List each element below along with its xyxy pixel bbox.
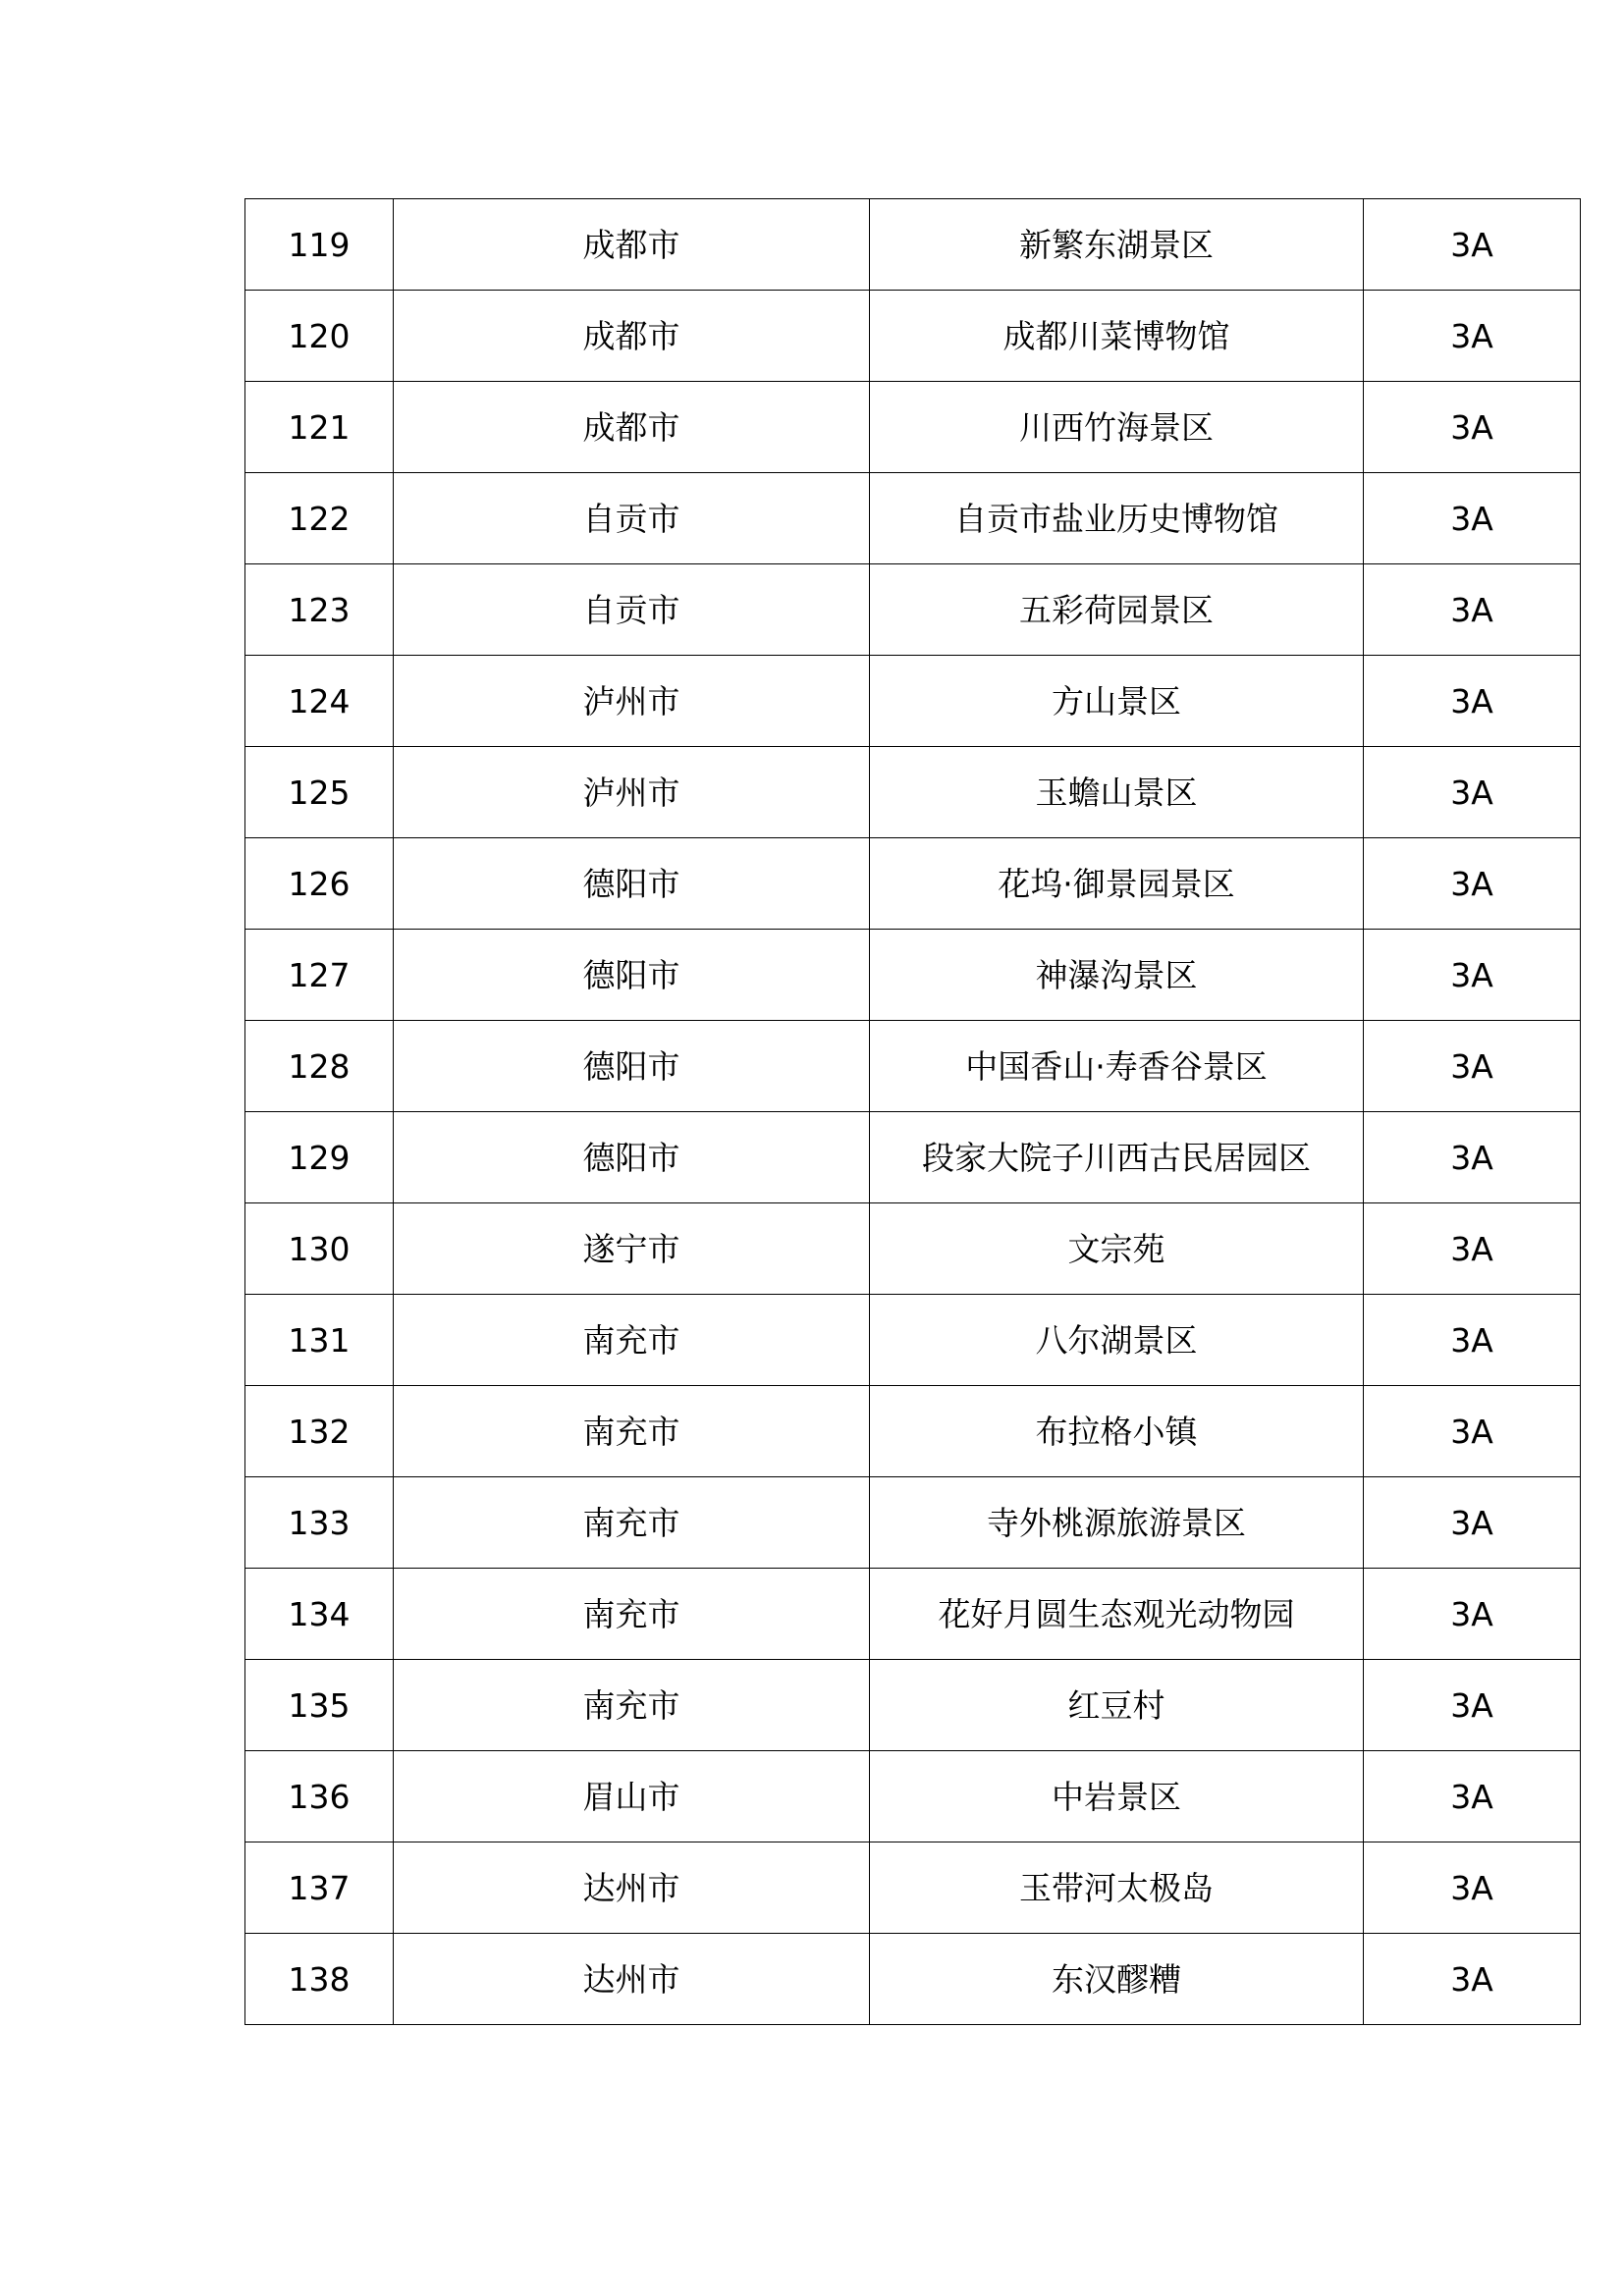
table-row — [245, 656, 1581, 747]
rating-grade-cell: 3A — [1364, 1660, 1581, 1751]
scenic-spot-name-cell: 八尔湖景区 — [870, 1295, 1364, 1386]
row-number-cell: 124 — [245, 656, 394, 747]
table-row — [245, 1021, 1581, 1112]
table-row — [245, 1477, 1581, 1569]
row-number-cell: 134 — [245, 1569, 394, 1660]
city-cell: 自贡市 — [394, 473, 870, 564]
scenic-spot-name-cell: 东汉醪糟 — [870, 1934, 1364, 2025]
scenic-spot-name-cell: 布拉格小镇 — [870, 1386, 1364, 1477]
rating-grade-cell: 3A — [1364, 1934, 1581, 2025]
table-row — [245, 1112, 1581, 1203]
table-body — [245, 199, 1581, 2025]
scenic-spot-name-cell: 玉带河太极岛 — [870, 1842, 1364, 1934]
rating-grade-cell: 3A — [1364, 930, 1581, 1021]
rating-grade-cell: 3A — [1364, 1021, 1581, 1112]
city-cell: 成都市 — [394, 382, 870, 473]
table-row — [245, 473, 1581, 564]
city-cell: 德阳市 — [394, 1021, 870, 1112]
rating-grade-cell: 3A — [1364, 1569, 1581, 1660]
table-row — [245, 291, 1581, 382]
table-row — [245, 1569, 1581, 1660]
city-cell: 南充市 — [394, 1386, 870, 1477]
row-number-cell: 135 — [245, 1660, 394, 1751]
city-cell: 德阳市 — [394, 1112, 870, 1203]
city-cell: 达州市 — [394, 1842, 870, 1934]
rating-grade-cell: 3A — [1364, 1112, 1581, 1203]
table-row — [245, 930, 1581, 1021]
table-row — [245, 1203, 1581, 1295]
row-number-cell: 119 — [245, 199, 394, 291]
city-cell: 眉山市 — [394, 1751, 870, 1842]
rating-grade-cell: 3A — [1364, 1842, 1581, 1934]
row-number-cell: 128 — [245, 1021, 394, 1112]
row-number-cell: 126 — [245, 838, 394, 930]
city-cell: 泸州市 — [394, 656, 870, 747]
rating-grade-cell: 3A — [1364, 1477, 1581, 1569]
scenic-spot-name-cell: 中国香山·寿香谷景区 — [870, 1021, 1364, 1112]
row-number-cell: 131 — [245, 1295, 394, 1386]
rating-grade-cell: 3A — [1364, 1751, 1581, 1842]
scenic-spot-name-cell: 花好月圆生态观光动物园 — [870, 1569, 1364, 1660]
table-row — [245, 1386, 1581, 1477]
scenic-spot-name-cell: 寺外桃源旅游景区 — [870, 1477, 1364, 1569]
city-cell: 南充市 — [394, 1477, 870, 1569]
rating-grade-cell: 3A — [1364, 1386, 1581, 1477]
row-number-cell: 138 — [245, 1934, 394, 2025]
rating-grade-cell: 3A — [1364, 656, 1581, 747]
city-cell: 南充市 — [394, 1295, 870, 1386]
rating-grade-cell: 3A — [1364, 747, 1581, 838]
scenic-spot-table — [244, 198, 1581, 2025]
row-number-cell: 136 — [245, 1751, 394, 1842]
rating-grade-cell: 3A — [1364, 1203, 1581, 1295]
scenic-spot-name-cell: 花坞·御景园景区 — [870, 838, 1364, 930]
table-row — [245, 1842, 1581, 1934]
table-row — [245, 1660, 1581, 1751]
scenic-spot-name-cell: 玉蟾山景区 — [870, 747, 1364, 838]
table-row — [245, 199, 1581, 291]
scenic-spot-name-cell: 方山景区 — [870, 656, 1364, 747]
row-number-cell: 137 — [245, 1842, 394, 1934]
row-number-cell: 129 — [245, 1112, 394, 1203]
city-cell: 自贡市 — [394, 564, 870, 656]
city-cell: 遂宁市 — [394, 1203, 870, 1295]
city-cell: 达州市 — [394, 1934, 870, 2025]
table-row — [245, 1934, 1581, 2025]
scenic-spot-name-cell: 自贡市盐业历史博物馆 — [870, 473, 1364, 564]
table-row — [245, 564, 1581, 656]
rating-grade-cell: 3A — [1364, 473, 1581, 564]
scenic-spot-name-cell: 中岩景区 — [870, 1751, 1364, 1842]
scenic-spot-name-cell: 川西竹海景区 — [870, 382, 1364, 473]
scenic-spot-name-cell: 五彩荷园景区 — [870, 564, 1364, 656]
scenic-spot-name-cell: 文宗苑 — [870, 1203, 1364, 1295]
city-cell: 南充市 — [394, 1569, 870, 1660]
rating-grade-cell: 3A — [1364, 1295, 1581, 1386]
table-row — [245, 382, 1581, 473]
city-cell: 成都市 — [394, 291, 870, 382]
row-number-cell: 123 — [245, 564, 394, 656]
table-row — [245, 1751, 1581, 1842]
row-number-cell: 130 — [245, 1203, 394, 1295]
rating-grade-cell: 3A — [1364, 838, 1581, 930]
city-cell: 泸州市 — [394, 747, 870, 838]
row-number-cell: 133 — [245, 1477, 394, 1569]
table-row — [245, 838, 1581, 930]
scenic-spot-name-cell: 新繁东湖景区 — [870, 199, 1364, 291]
rating-grade-cell: 3A — [1364, 564, 1581, 656]
scenic-spot-name-cell: 红豆村 — [870, 1660, 1364, 1751]
table-row — [245, 747, 1581, 838]
table-row — [245, 1295, 1581, 1386]
row-number-cell: 121 — [245, 382, 394, 473]
city-cell: 南充市 — [394, 1660, 870, 1751]
rating-grade-cell: 3A — [1364, 382, 1581, 473]
row-number-cell: 127 — [245, 930, 394, 1021]
city-cell: 成都市 — [394, 199, 870, 291]
scenic-spot-name-cell: 神瀑沟景区 — [870, 930, 1364, 1021]
row-number-cell: 132 — [245, 1386, 394, 1477]
rating-grade-cell: 3A — [1364, 291, 1581, 382]
city-cell: 德阳市 — [394, 838, 870, 930]
city-cell: 德阳市 — [394, 930, 870, 1021]
rating-grade-cell: 3A — [1364, 199, 1581, 291]
row-number-cell: 122 — [245, 473, 394, 564]
scenic-spot-name-cell: 成都川菜博物馆 — [870, 291, 1364, 382]
row-number-cell: 120 — [245, 291, 394, 382]
row-number-cell: 125 — [245, 747, 394, 838]
scenic-spot-name-cell: 段家大院子川西古民居园区 — [870, 1112, 1364, 1203]
